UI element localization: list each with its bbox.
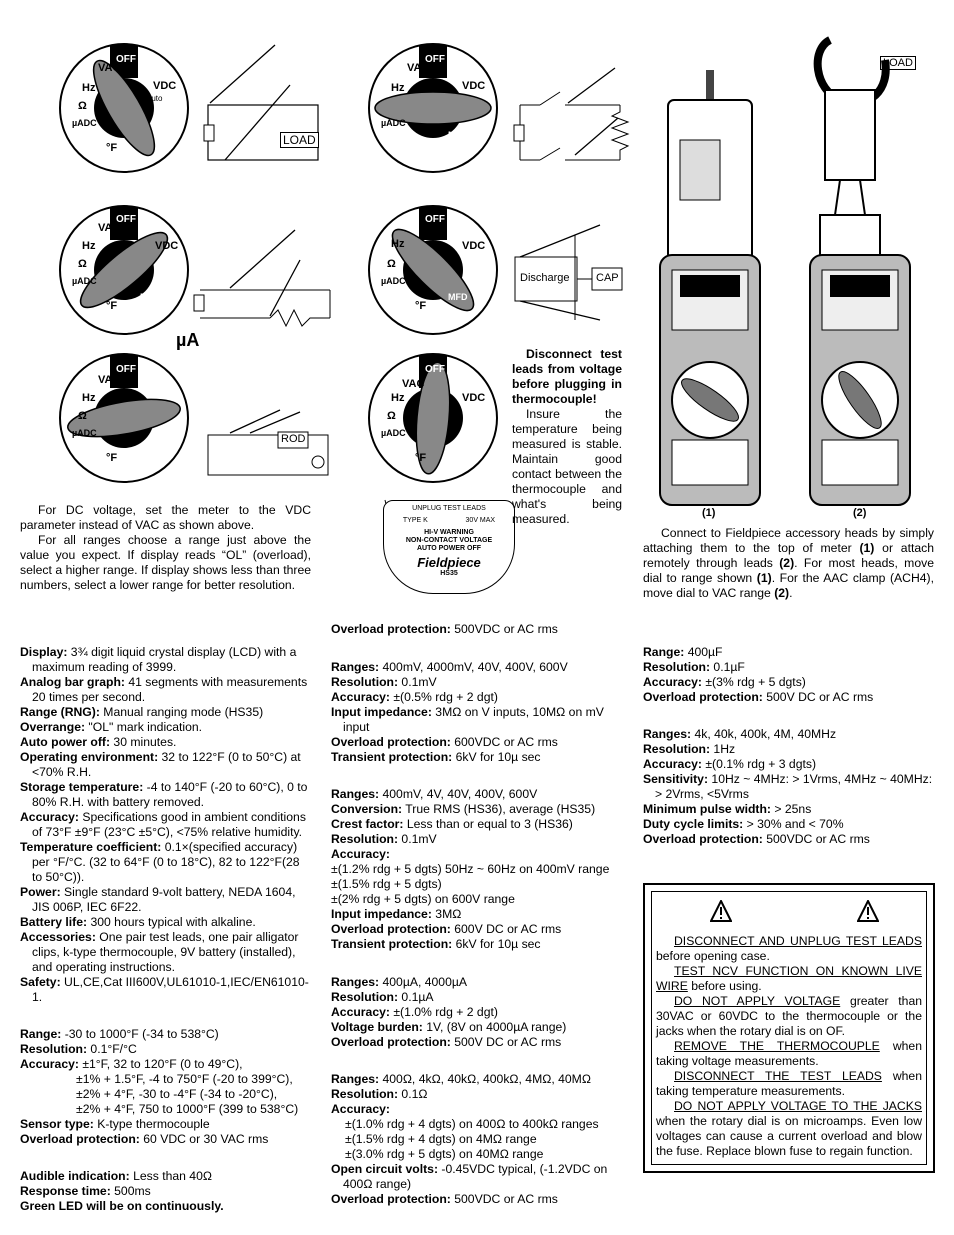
hs35-max: 30V MAX xyxy=(465,517,496,524)
load-label-1: LOAD xyxy=(280,132,319,148)
general-specs xyxy=(20,645,312,1005)
dial2-hz: Hz xyxy=(391,82,405,94)
dial1-auto: Auto xyxy=(146,94,163,103)
frequency-specs xyxy=(643,727,935,847)
hs35-model: HS35 xyxy=(440,570,458,577)
freq-row: Sensitivity: 10Hz ~ 4MHz: > 1Vrms, 4MHz ~ 40MHz: > 2Vrms, <5Vrms xyxy=(643,772,933,801)
dial5-mfd: MFD xyxy=(140,444,160,454)
dial5-hz: Hz xyxy=(82,392,96,404)
dial3-vdc: VDC xyxy=(155,240,179,252)
temperature-specs: Range: -30 to 1000°F (-34 to 538°C) Resolution: 0.1°F/°C Accuracy: ±1°F, 32 to 120°F (0 to 49°C), ±1% + 1.5°F, -4 to 750°F (-20 to 399°C), ±2% + 4°F, -30 to -4°F (-34 to -20°C), ±2% + 4°F, 750 to 1000°F (399 to 538°C) Sensor type: K-type thermocouple Overload protection: 60 VDC or 30 VAC rms xyxy=(20,1027,299,1146)
dial3-vac: VAC xyxy=(98,222,121,234)
right-instructions xyxy=(643,526,934,601)
dial1-uadc: µADC xyxy=(72,118,97,128)
dial4-f: °F xyxy=(415,300,427,312)
dca-row: Resolution: 0.1µA xyxy=(331,990,434,1004)
dial4-off: OFF xyxy=(425,214,445,225)
dial3-hz: Hz xyxy=(82,240,96,252)
dial6-hz: Hz xyxy=(391,392,405,404)
photo-label-1: (1) xyxy=(702,507,716,519)
col1-row: Overrange: "OL" mark indication. xyxy=(20,720,203,734)
dial5-vac: VAC xyxy=(98,374,121,386)
dial3-mfd: MFD xyxy=(140,292,160,302)
load-label-2: LOAD xyxy=(880,56,916,70)
warning-2: TEST NCV FUNCTION ON KNOWN LIVE WIRE before using. xyxy=(656,964,922,993)
meter-photos xyxy=(640,30,940,520)
dial2-uadc: µADC xyxy=(381,118,406,128)
warning-triangle-icon xyxy=(710,900,732,922)
dial3-off: OFF xyxy=(116,214,136,225)
dca-row: Voltage burden: 1V, (8V on 4000µA range) xyxy=(331,1020,567,1034)
freq-row: Minimum pulse width: > 25ns xyxy=(643,802,812,816)
thermocouple-warning xyxy=(512,347,622,527)
col1-row: Accuracy: Specifications good in ambient conditions of 73°F ±9°F (23°C ±5°C), <75% relative humidity. xyxy=(20,810,306,839)
thermocouple-warning-bold: Disconnect test leads from voltage before plugging in thermocouple! xyxy=(512,347,622,406)
dial1-vdc: VDC xyxy=(153,80,177,92)
warning-box xyxy=(643,883,935,1173)
micro-amp-label: µA xyxy=(176,330,200,350)
resistance-specs: Ranges: 400Ω, 4kΩ, 40kΩ, 400kΩ, 4MΩ, 40MΩ Resolution: 0.1Ω Accuracy: ±(1.0% rdg + 4 dgts) on 400Ω to 400kΩ ranges ±(1.5% rdg + 4 dgts) on 4MΩ range ±(3.0% rdg + 5 dgts) on 40MΩ range Open circuit volts: -0.45VDC typical, (-1.2VDC on 400Ω range) Overload protection: 500VDC or AC rms xyxy=(331,1072,608,1206)
warning-3: DO NOT APPLY VOLTAGE greater than 30VAC or 60VDC to the thermocouple or the jacks when the rotary dial is on OF. xyxy=(656,994,923,1038)
dial1-vac: VAC xyxy=(98,62,121,74)
dial2-off: OFF xyxy=(425,54,445,65)
dcv-row: Ranges: 400mV, 4000mV, 40V, 400V, 600V xyxy=(331,660,568,674)
col1-row: Range (RNG): Manual ranging mode (HS35) xyxy=(20,705,264,719)
dcv-row: Accuracy: ±(0.5% rdg + 2 dgt) xyxy=(331,690,498,704)
col1-row: Analog bar graph: 41 segments with measurements 20 times per second. xyxy=(20,675,308,704)
dc-current-specs xyxy=(331,975,623,1050)
dcv-row: Overload protection: 600VDC or AC rms xyxy=(331,735,558,749)
dial6-uadc: µADC xyxy=(381,428,406,438)
freq-row: Resolution: 1Hz xyxy=(643,742,736,756)
rod-label: ROD xyxy=(281,433,306,445)
dial3-f: °F xyxy=(106,300,118,312)
freq-row: Overload protection: 500VDC or AC rms xyxy=(643,832,870,846)
dca-row: Accuracy: ±(1.0% rdg + 2 dgt) xyxy=(331,1005,498,1019)
dial6-ohm: Ω xyxy=(387,410,396,422)
dc-voltage-specs xyxy=(331,660,623,765)
cap-row: Resolution: 0.1µF xyxy=(643,660,745,674)
dial5-uadc: µADC xyxy=(72,428,97,438)
dial4-mfd: MFD xyxy=(448,292,468,302)
dcv-row: Transient protection: 6kV for 10µ sec xyxy=(331,750,541,764)
hs35-warn1: HI-V WARNING xyxy=(424,529,474,536)
photo-label-2: (2) xyxy=(853,507,867,519)
cap-row: Accuracy: ±(3% rdg + 5 dgts) xyxy=(643,675,806,689)
freq-row: Accuracy: ±(0.1% rdg + 3 dgts) xyxy=(643,757,817,771)
freq-row: Ranges: 4k, 40k, 400k, 4M, 40MHz xyxy=(643,727,837,741)
thermocouple-warning-body: Insure the temperature being measured is stable. Maintain good contact between the thermocouple and what's being measured. xyxy=(512,407,622,526)
warning-6: DO NOT APPLY VOLTAGE TO THE JACKS when the rotary dial is on microamps. Even low voltages can cause a current overload and blow the fuse. Replace blown fuse to regain function. xyxy=(656,1099,922,1158)
col1-row: Power: Single standard 9-volt battery, NEDA 1604, JIS 006P, IEC 6F22. xyxy=(20,885,296,914)
dial6-mfd: MFD xyxy=(448,444,468,454)
dial4-hz: Hz xyxy=(391,238,405,250)
col1-row: Display: 3¾ digit liquid crystal display (LCD) with a maximum reading of 3999. xyxy=(20,645,297,674)
col1-row: Accessories: One pair test leads, one pair alligator clips, k-type thermocouple, 9V battery (installed), and operating instructions. xyxy=(20,930,299,974)
dial6-vac: VAC xyxy=(402,378,425,390)
col2-top-overload: Overload protection: 500VDC or AC rms xyxy=(331,622,558,636)
dial4-ohm: Ω xyxy=(387,258,396,270)
dial5-off: OFF xyxy=(116,364,136,375)
cap-row: Overload protection: 500V DC or AC rms xyxy=(643,690,874,704)
capacitance-specs xyxy=(643,645,935,705)
dial1-f: °F xyxy=(106,142,118,154)
col1-row: Operating environment: 32 to 122°F (0 to 50°C) at <70% R.H. xyxy=(20,750,301,779)
hs35-warn2: NON-CONTACT VOLTAGE xyxy=(405,537,493,544)
warning-4: REMOVE THE THERMOCOUPLE when taking voltage measurements. xyxy=(656,1039,922,1068)
discharge-label: Discharge xyxy=(520,272,570,284)
dial4-uadc: µADC xyxy=(381,276,406,286)
freq-row: Duty cycle limits: > 30% and < 70% xyxy=(643,817,844,831)
dial3-ohm: Ω xyxy=(78,258,87,270)
hs35-typek: TYPE K xyxy=(402,517,428,524)
col1-row: Safety: UL,CE,Cat III600V,UL61010-1,IEC/EN61010-1. xyxy=(20,975,309,1004)
hs35-brand: Fieldpiece xyxy=(417,555,481,570)
dcv-row: Input impedance: 3MΩ on V inputs, 10MΩ on mV input xyxy=(331,705,604,734)
dial1-hz: Hz xyxy=(82,82,96,94)
ac-voltage-specs: Ranges: 400mV, 4V, 40V, 400V, 600V Conversion: True RMS (HS36), average (HS35) Crest factor: Less than or equal to 3 (HS36) Resolution: 0.1mV Accuracy: ±(1.2% rdg + 5 dgts) 50Hz ~ 60Hz on 400mV range ±(1.5% rdg + 5 dgts) ±(2% rdg + 5 dgts) on 600V range Input impedance: 3MΩ Overload protection: 600V DC or AC rms Transient protection: 6kV for 10µ sec xyxy=(331,787,610,951)
dcv-row: Resolution: 0.1mV xyxy=(331,675,437,689)
hs35-label-plate xyxy=(383,500,515,594)
left-instructions-p2: For all ranges choose a range just above the value you expect. If display reads “OL” (overload), select a higher range. If display shows less than three numbers, select a lower range for better resolution. xyxy=(20,533,311,592)
dial4-vdc: VDC xyxy=(462,240,486,252)
continuity-specs: Audible indication: Less than 40Ω Response time: 500ms Green LED will be on continuously. xyxy=(20,1169,224,1213)
dca-row: Overload protection: 500V DC or AC rms xyxy=(331,1035,562,1049)
warning-5: DISCONNECT THE TEST LEADS when taking temperature measurements. xyxy=(656,1069,922,1098)
col1-row: Temperature coefficient: 0.1×(specified accuracy) per °F/°C. (32 to 64°F (0 to 18°C), 82 to 122°F(28 to 50°C)). xyxy=(20,840,300,884)
dial6-vdc: VDC xyxy=(462,392,486,404)
dial1-ohm: Ω xyxy=(78,100,87,112)
right-instructions-p1: Connect to Fieldpiece accessory heads by simply attaching them to the top of meter (1) or attach remotely through leads (2). For most heads, move dial to range shown (1). For the AAC clamp (ACH4), move dial to VAC range (2). xyxy=(643,526,934,600)
left-instructions-p1: For DC voltage, set the meter to the VDC parameter instead of VAC as shown above. xyxy=(20,503,311,532)
dial2-vac: VAC xyxy=(407,62,430,74)
left-instructions xyxy=(20,503,311,593)
dca-row: Ranges: 400µA, 4000µA xyxy=(331,975,468,989)
hs35-unplug: UNPLUG TEST LEADS xyxy=(412,505,486,512)
col1-row: Storage temperature: -4 to 140°F (-20 to 60°C), 0 to 80% R.H. with battery removed. xyxy=(20,780,308,809)
warning-triangle-icon xyxy=(857,900,879,922)
dial5-f: °F xyxy=(106,452,118,464)
col1-row: Battery life: 300 hours typical with alkaline. xyxy=(20,915,256,929)
dial5-ohm: Ω xyxy=(78,410,87,422)
cap-row: Range: 400µF xyxy=(643,645,723,659)
dial6-f: °F xyxy=(415,452,427,464)
warning-1: DISCONNECT AND UNPLUG TEST LEADS before opening case. xyxy=(656,934,922,963)
hs35-warn3: AUTO POWER OFF xyxy=(416,545,482,552)
dial3-uadc: µADC xyxy=(72,276,97,286)
dial6-off: OFF xyxy=(425,364,445,375)
dial1-off: OFF xyxy=(116,54,136,65)
dial2-vdc: VDC xyxy=(462,80,486,92)
dial2-mfd: MFD xyxy=(448,130,468,140)
cap-label: CAP xyxy=(596,272,619,284)
col1-row: Auto power off: 30 minutes. xyxy=(20,735,177,749)
